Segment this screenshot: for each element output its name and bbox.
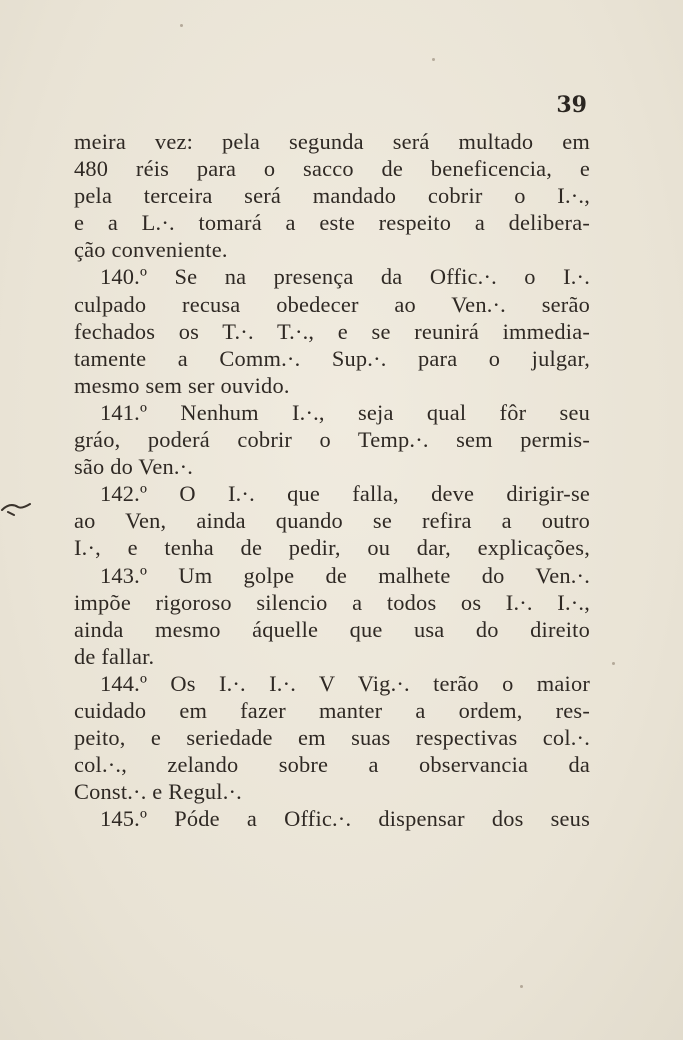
text-line: pela terceira será mandado cobrir o I.·.,: [74, 183, 590, 209]
ink-mark-icon: [0, 498, 40, 518]
text-line: 141.º Nenhum I.·., seja qual fôr seu: [100, 399, 590, 425]
text-line: são do Ven.·.: [74, 454, 194, 480]
text-line: Const.·. e Regul.·.: [74, 779, 242, 805]
text-line: culpado recusa obedecer ao Ven.·. serão: [74, 291, 590, 317]
text-line: 480 réis para o sacco de beneficencia, e: [74, 156, 590, 182]
text-line: I.·, e tenha de pedir, ou dar, explicações,: [74, 535, 590, 561]
text-line: peito, e seriedade em suas respectivas col.·.: [74, 725, 590, 751]
text-line: 143.º Um golpe de malhete do Ven.·.: [100, 562, 590, 588]
text-line: 145.º Póde a Offic.·. dispensar dos seus: [100, 806, 590, 832]
page-text-body: [74, 128, 590, 832]
text-line: ção conveniente.: [74, 237, 228, 263]
text-line: e a L.·. tomará a este respeito a delibera-: [74, 210, 590, 236]
text-line: impõe rigoroso silencio a todos os I.·. I.·.,: [74, 589, 590, 615]
text-line: 144.º Os I.·. I.·. V Vig.·. terão o maior: [100, 670, 590, 696]
text-line: 140.º Se na presença da Offic.·. o I.·.: [100, 264, 590, 290]
text-line: ao Ven, ainda quando se refira a outro: [74, 508, 590, 534]
text-line: gráo, poderá cobrir o Temp.·. sem permis-: [74, 427, 590, 453]
text-line: ainda mesmo áquelle que usa do direito: [74, 616, 590, 642]
paper-fleck: [180, 24, 183, 27]
text-line: fechados os T.·. T.·., e se reunirá immedia-: [74, 318, 590, 344]
text-line: tamente a Comm.·. Sup.·. para o julgar,: [74, 345, 590, 371]
paper-fleck: [432, 58, 435, 61]
text-line: col.·., zelando sobre a observancia da: [74, 752, 590, 778]
text-line: mesmo sem ser ouvido.: [74, 372, 290, 398]
paper-fleck: [520, 985, 523, 988]
text-line: cuidado em fazer manter a ordem, res-: [74, 697, 590, 723]
text-line: meira vez: pela segunda será multado em: [74, 129, 590, 154]
page-number: 39: [556, 92, 587, 118]
text-line: de fallar.: [74, 643, 155, 669]
text-line: 142.º O I.·. que falla, deve dirigir-se: [100, 481, 590, 507]
paper-fleck: [612, 662, 615, 665]
